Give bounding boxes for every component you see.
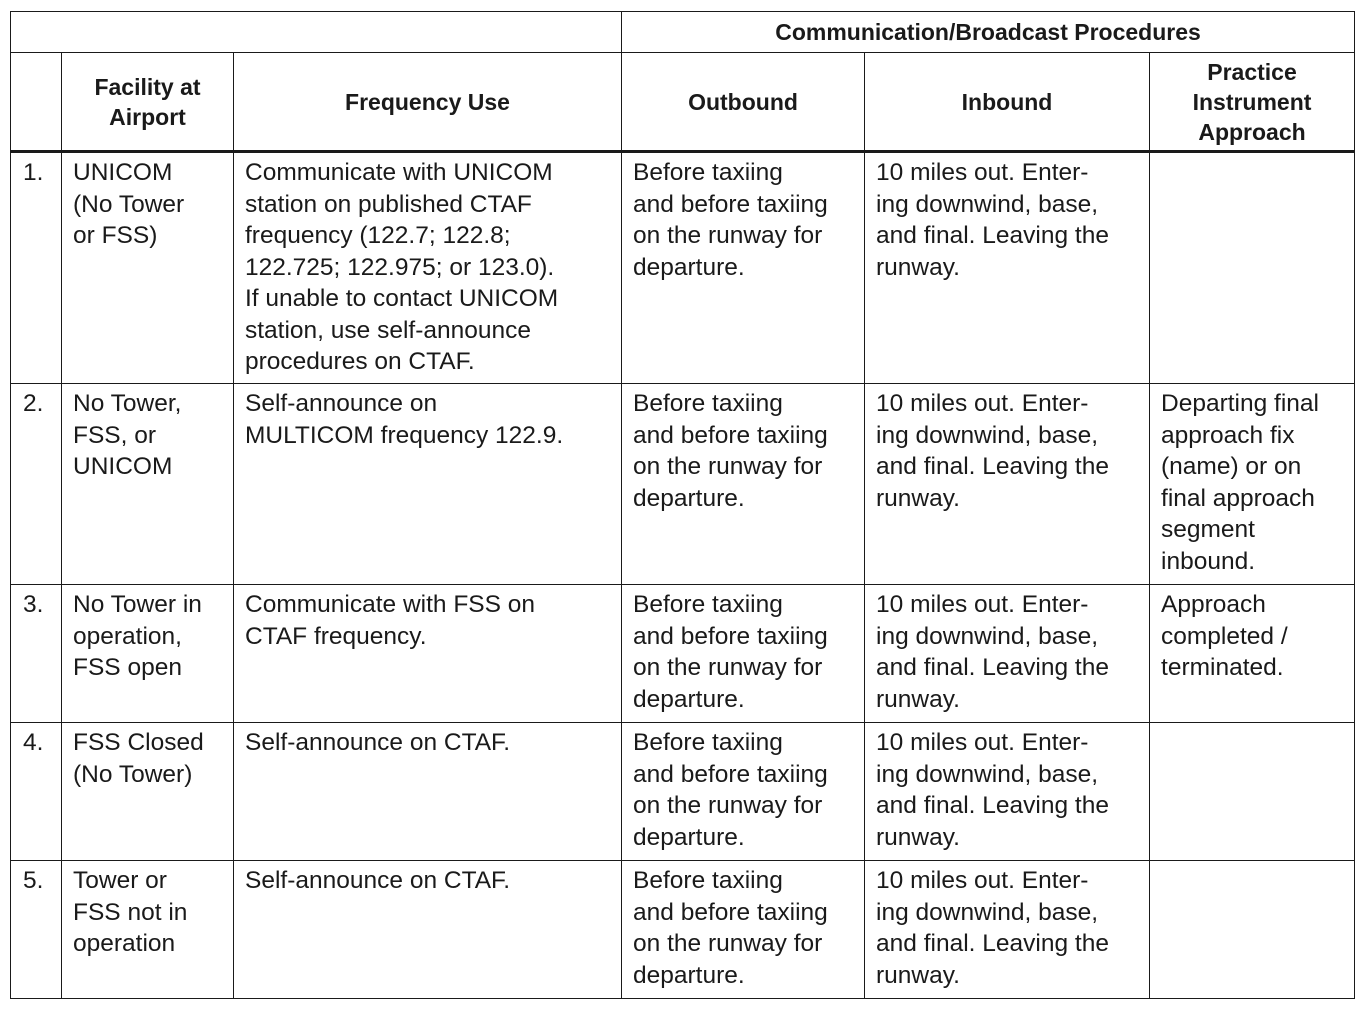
cell-inbound-line: runway. (876, 484, 960, 512)
header-practice-line: Practice (1207, 58, 1297, 85)
cell-outbound-line: departure. (633, 253, 745, 281)
cell-facility-line: FSS Closed (73, 729, 204, 756)
table-row (11, 152, 1355, 384)
cell-inbound-line: runway. (876, 685, 960, 713)
table-row (11, 585, 1355, 723)
cell-frequency-line: Self-announce on CTAF. (245, 867, 511, 894)
cell-outbound-line: and before taxiing (633, 760, 828, 788)
cell-number: 2. (11, 384, 62, 585)
cell-inbound (865, 384, 1150, 585)
cell-practice-line: inbound. (1161, 547, 1256, 575)
header-facility (62, 53, 234, 152)
header-inbound-line: Inbound (961, 88, 1053, 115)
cell-outbound-line: and before taxiing (633, 421, 828, 449)
cell-number: 4. (11, 723, 62, 861)
cell-facility-line: or FSS) (73, 222, 158, 249)
cell-frequency-line: frequency (122.7; 122.8; (245, 222, 511, 249)
header-practice (1150, 53, 1355, 152)
cell-inbound-line: 10 miles out. Enter- (876, 729, 1089, 756)
cell-frequency-line: procedures on CTAF. (245, 348, 475, 375)
cell-inbound-line: and final. Leaving the (876, 453, 1109, 480)
cell-outbound-line: on the runway for (633, 792, 823, 819)
cell-practice-line: Departing final (1161, 390, 1319, 417)
cell-practice-line: final approach (1161, 484, 1315, 512)
cell-frequency-line: CTAF frequency. (245, 622, 427, 650)
cell-inbound-line: ing downwind, base, (876, 190, 1099, 218)
cell-inbound-line: and final. Leaving the (876, 930, 1109, 957)
header-practice-line: Approach (1198, 118, 1306, 145)
cell-practice (1150, 384, 1355, 585)
cell-inbound-line: and final. Leaving the (876, 792, 1109, 819)
cell-practice (1150, 723, 1355, 861)
header-outbound (622, 53, 865, 152)
cell-outbound-line: Before taxiing (633, 159, 783, 186)
cell-frequency-line: Communicate with UNICOM (245, 159, 553, 186)
cell-frequency-line: 122.725; 122.975; or 123.0). (245, 253, 555, 281)
cell-facility (62, 861, 234, 999)
group-header-communication: Communication/Broadcast Procedures (622, 12, 1355, 53)
header-practice-line: Instrument (1192, 88, 1312, 115)
header-inbound (865, 53, 1150, 152)
cell-outbound-line: and before taxiing (633, 622, 828, 650)
cell-facility-line: FSS, or (73, 421, 157, 449)
cell-facility-line: UNICOM (73, 159, 173, 186)
cell-frequency (234, 585, 622, 723)
cell-inbound-line: 10 miles out. Enter- (876, 867, 1089, 894)
cell-outbound-line: departure. (633, 484, 745, 512)
cell-inbound (865, 152, 1150, 384)
cell-inbound-line: 10 miles out. Enter- (876, 591, 1089, 618)
cell-inbound (865, 861, 1150, 999)
cell-frequency-line: Self-announce on CTAF. (245, 729, 511, 756)
cell-facility-line: No Tower, (73, 390, 182, 417)
cell-practice-line: approach fix (1161, 421, 1295, 449)
cell-inbound-line: ing downwind, base, (876, 760, 1099, 788)
cell-outbound-line: and before taxiing (633, 190, 828, 218)
cell-practice (1150, 861, 1355, 999)
cell-frequency-line: If unable to contact UNICOM (245, 285, 559, 312)
cell-practice (1150, 585, 1355, 723)
cell-inbound-line: runway. (876, 823, 960, 851)
header-facility-line: Airport (109, 103, 186, 130)
cell-frequency (234, 723, 622, 861)
cell-outbound-line: departure. (633, 961, 745, 989)
header-outbound-line: Outbound (688, 88, 798, 115)
cell-inbound (865, 723, 1150, 861)
header-facility-line: Facility at (94, 73, 201, 100)
cell-inbound-line: runway. (876, 253, 960, 281)
cell-outbound-line: departure. (633, 685, 745, 713)
cell-inbound-line: ing downwind, base, (876, 898, 1099, 926)
table-row (11, 723, 1355, 861)
cell-inbound-line: and final. Leaving the (876, 654, 1109, 681)
cell-outbound-line: on the runway for (633, 453, 823, 480)
cell-frequency-line: Communicate with FSS on (245, 591, 536, 618)
header-number (11, 53, 62, 152)
cell-facility-line: (No Tower (73, 190, 185, 218)
cell-facility-line: No Tower in (73, 591, 202, 618)
cell-frequency (234, 152, 622, 384)
column-header-row (11, 53, 1355, 152)
cell-facility (62, 384, 234, 585)
cell-outbound (622, 585, 865, 723)
cell-outbound (622, 723, 865, 861)
table-body (11, 152, 1355, 999)
cell-outbound-line: on the runway for (633, 930, 823, 957)
cell-facility-line: (No Tower) (73, 760, 193, 788)
group-header-blank (11, 12, 622, 53)
cell-frequency-line: MULTICOM frequency 122.9. (245, 421, 564, 449)
cell-number: 1. (11, 152, 62, 384)
cell-outbound-line: Before taxiing (633, 867, 783, 894)
table-row (11, 861, 1355, 999)
cell-outbound-line: Before taxiing (633, 729, 783, 756)
cell-inbound-line: ing downwind, base, (876, 622, 1099, 650)
cell-inbound-line: and final. Leaving the (876, 222, 1109, 249)
cell-inbound-line: runway. (876, 961, 960, 989)
header-frequency-line: Frequency Use (345, 88, 510, 115)
procedures-table (10, 11, 1355, 999)
cell-frequency-line: station on published CTAF (245, 190, 532, 218)
cell-inbound (865, 585, 1150, 723)
cell-number: 3. (11, 585, 62, 723)
cell-inbound-line: ing downwind, base, (876, 421, 1099, 449)
cell-facility-line: operation, (73, 622, 182, 650)
procedures-table-wrapper (10, 11, 1355, 999)
cell-practice-line: Approach (1161, 591, 1266, 618)
cell-practice-line: segment (1161, 516, 1255, 543)
cell-outbound-line: Before taxiing (633, 591, 783, 618)
cell-facility-line: Tower or (73, 867, 167, 894)
cell-facility (62, 585, 234, 723)
group-header-row (11, 12, 1355, 53)
cell-frequency (234, 861, 622, 999)
cell-outbound-line: on the runway for (633, 654, 823, 681)
cell-outbound (622, 152, 865, 384)
cell-facility (62, 723, 234, 861)
cell-outbound (622, 384, 865, 585)
cell-practice-line: completed / (1161, 622, 1288, 650)
cell-outbound-line: and before taxiing (633, 898, 828, 926)
cell-inbound-line: 10 miles out. Enter- (876, 390, 1089, 417)
cell-facility-line: UNICOM (73, 453, 173, 480)
cell-facility-line: FSS not in (73, 898, 188, 926)
cell-frequency (234, 384, 622, 585)
table-row (11, 384, 1355, 585)
cell-frequency-line: station, use self-announce (245, 316, 532, 344)
cell-outbound-line: Before taxiing (633, 390, 783, 417)
cell-frequency-line: Self-announce on (245, 390, 438, 417)
cell-practice-line: terminated. (1161, 654, 1284, 681)
cell-inbound-line: 10 miles out. Enter- (876, 159, 1089, 186)
header-frequency (234, 53, 622, 152)
cell-facility-line: FSS open (73, 654, 182, 681)
cell-outbound-line: on the runway for (633, 222, 823, 249)
cell-outbound (622, 861, 865, 999)
cell-practice-line: (name) or on (1161, 453, 1302, 480)
cell-practice (1150, 152, 1355, 384)
cell-number: 5. (11, 861, 62, 999)
cell-facility-line: operation (73, 930, 176, 957)
cell-outbound-line: departure. (633, 823, 745, 851)
cell-facility (62, 152, 234, 384)
